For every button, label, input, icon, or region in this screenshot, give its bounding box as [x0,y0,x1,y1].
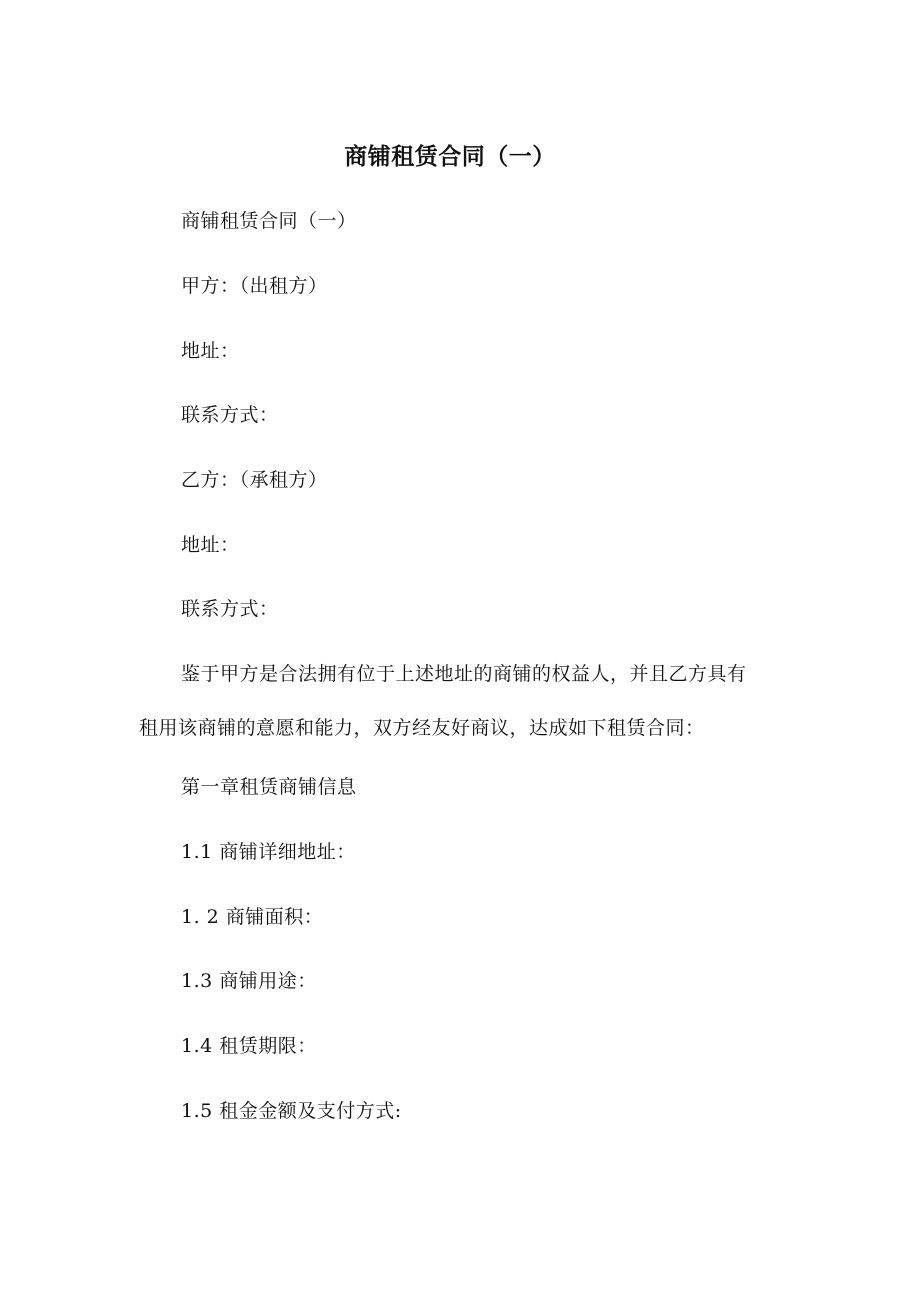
clause-1-5: 1.5 租金金额及支付方式: [181,1100,402,1122]
party-b-contact: 联系方式： [181,598,279,620]
clause-1-3: 1.3 商铺用途： [181,970,317,992]
document-title: 商铺租赁合同（一） [344,144,556,170]
party-a-address: 地址： [181,340,240,362]
party-a-label: 甲方：（出租方） [181,275,328,297]
party-a-contact: 联系方式： [181,404,279,426]
intro-paragraph-line-2: 租用该商铺的意愿和能力，双方经友好商议，达成如下租赁合同： [139,717,705,739]
clause-1-2: 1. 2 商铺面积： [181,906,324,928]
intro-paragraph-line-1: 鉴于甲方是合法拥有位于上述地址的商铺的权益人，并且乙方具有 [181,663,747,685]
clause-1-1: 1.1 商铺详细地址： [181,841,356,863]
chapter-1-heading: 第一章租赁商铺信息 [181,776,357,798]
subtitle-line: 商铺租赁合同（一） [181,210,357,232]
party-b-address: 地址： [181,534,240,556]
clause-1-4: 1.4 租赁期限： [181,1035,317,1057]
party-b-label: 乙方：（承租方） [181,469,328,491]
